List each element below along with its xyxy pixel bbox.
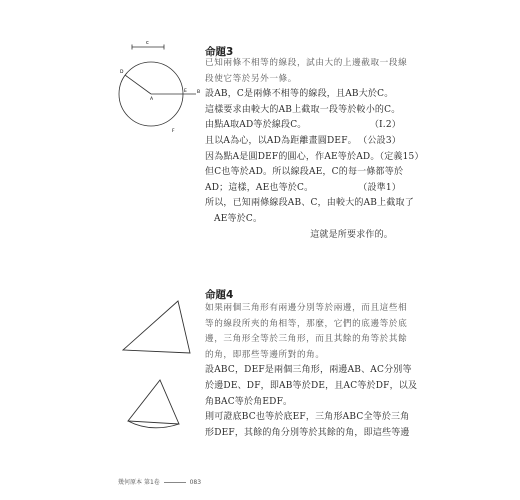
prop4-line-7: 角BAC等於角EDF。 bbox=[205, 396, 293, 407]
prop3-line-2: 段使它等於另外一條。 bbox=[205, 73, 297, 84]
triangle-def bbox=[128, 380, 179, 424]
triangle-abc bbox=[123, 301, 190, 353]
footer-section: 第1卷 bbox=[143, 479, 160, 486]
proposition-3-heading: 命題3 bbox=[205, 46, 234, 58]
prop4-line-4: 的角，即那些等邊所對的角。 bbox=[205, 349, 325, 360]
prop3-line-5 bbox=[205, 118, 401, 134]
prop3-line-3: 設AB，C是兩條不相等的線段，且AB大於C。 bbox=[205, 89, 394, 100]
label-e: E bbox=[184, 89, 187, 94]
prop3-line-6-text: 且以A為心，以AD為距離畫圓DEF。 bbox=[205, 135, 357, 146]
prop4-line-1: 如果兩個三角形有兩邊分別等於兩邊，而且這些相 bbox=[205, 303, 408, 313]
prop4-line-3: 邊，三角形全等於三角形，而且其餘的角等於其餘 bbox=[205, 334, 408, 345]
prop3-ref-3: （設準1） bbox=[358, 182, 401, 193]
label-c: c bbox=[146, 40, 149, 46]
prop3-ref-2: （公設3） bbox=[358, 135, 401, 146]
prop3-line-10: 所以，已知兩條線段AB、C，由較大的AB上截取了 bbox=[205, 198, 414, 209]
page-number: 083 bbox=[189, 479, 202, 486]
page-footer bbox=[118, 477, 201, 486]
prop4-line-2: 等的線段所夾的角相等，那麼，它們的底邊等於底 bbox=[205, 318, 408, 329]
arc-base-ef bbox=[128, 421, 179, 428]
footer-book-title: 幾何原本 bbox=[118, 479, 143, 486]
prop3-line-7: 因為點A是圓DEF的圓心，作AE等於AD。（定義15） bbox=[205, 151, 424, 162]
label-b: B bbox=[197, 90, 201, 95]
prop3-line-9-text: AD；這樣，AE也等於C。 bbox=[205, 182, 314, 193]
prop4-line-6: 於邊DE、DF，即AB等於DE，且AC等於DF，以及 bbox=[205, 380, 418, 391]
prop3-line-12: 這就是所要求作的。 bbox=[310, 229, 393, 240]
radius-ad bbox=[125, 75, 151, 94]
prop4-line-8: 則可證底BC也等於底EF，三角形ABC全等於三角 bbox=[205, 412, 410, 423]
proposition-3-figure bbox=[110, 38, 205, 140]
prop3-line-6 bbox=[205, 134, 401, 150]
proposition-4-heading: 命題4 bbox=[205, 289, 234, 301]
label-a: A bbox=[150, 97, 154, 102]
prop3-line-5-text: 由點A取AD等於線段C。 bbox=[205, 120, 307, 131]
proposition-4-text bbox=[205, 301, 418, 441]
label-d: D bbox=[120, 70, 124, 75]
prop3-line-9 bbox=[205, 181, 401, 197]
proposition-3-text bbox=[205, 56, 424, 243]
prop3-line-4: 這樣要求由較大的AB上截取一段等於較小的C。 bbox=[205, 104, 401, 115]
proposition-4-figure bbox=[115, 296, 205, 466]
footer-rule bbox=[164, 482, 186, 483]
prop3-line-8: 但C也等於AD。所以線段AE，C的每一條都等於 bbox=[205, 167, 404, 178]
prop3-ref-1: （I.2） bbox=[369, 120, 401, 131]
prop3-line-11: AE等於C。 bbox=[214, 213, 263, 224]
prop4-line-9: 形DEF，其餘的角分別等於其餘的角，即這些等邊 bbox=[205, 427, 410, 438]
prop3-line-1: 已知兩條不相等的線段，試由大的上邊截取一段線 bbox=[205, 58, 408, 68]
prop4-line-5: 設ABC，DEF是兩個三角形，兩邊AB、AC分別等 bbox=[205, 365, 412, 376]
label-f: F bbox=[172, 129, 175, 134]
